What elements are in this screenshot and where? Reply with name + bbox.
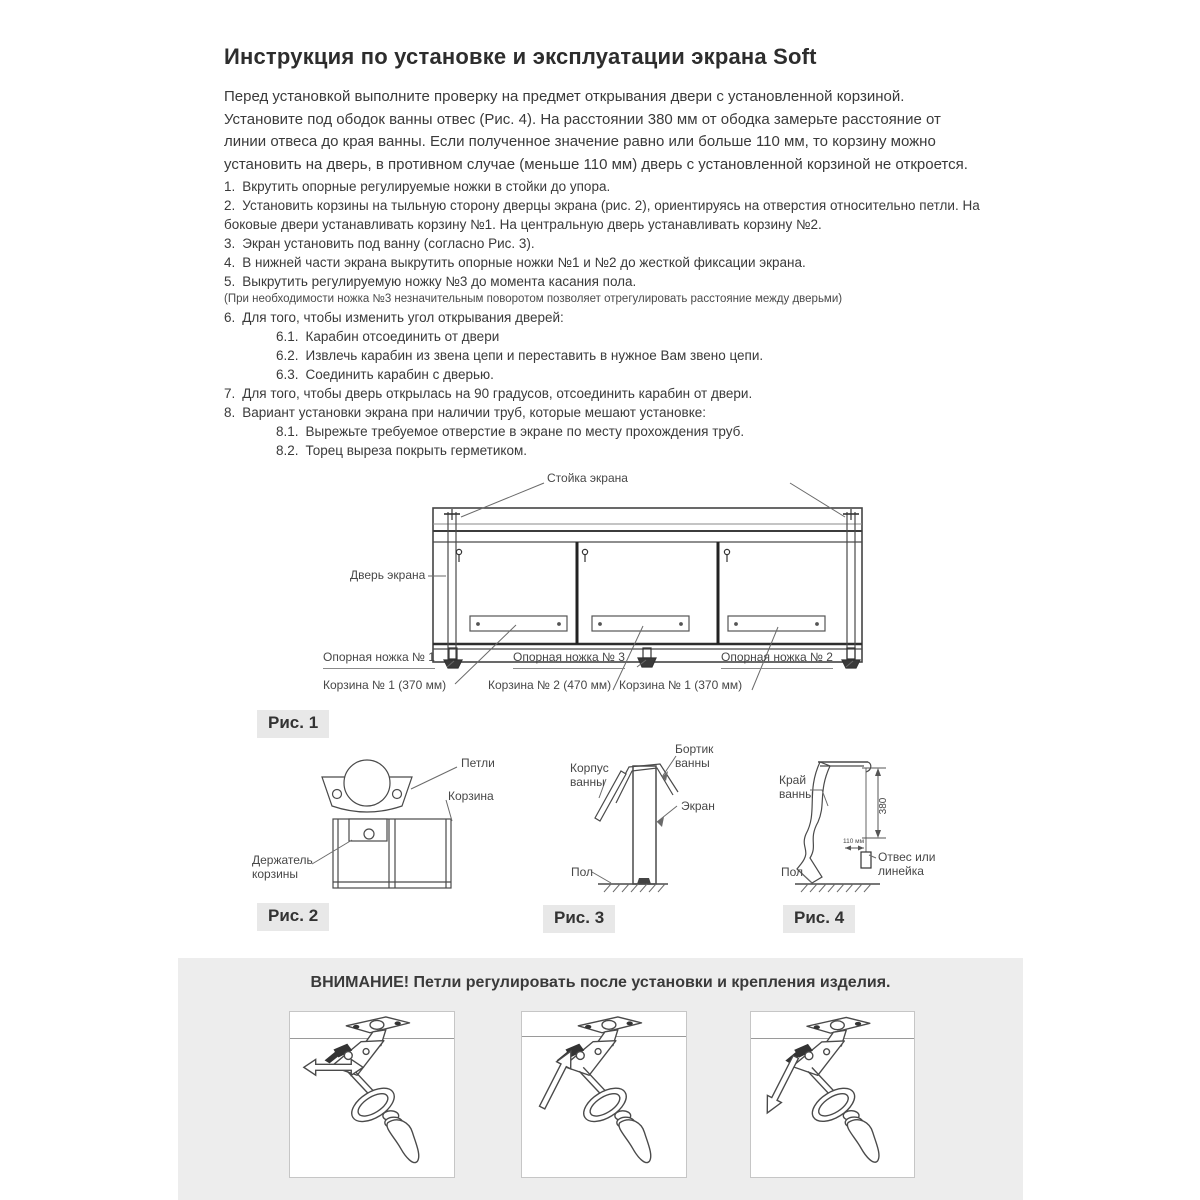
- fig2-caption: Рис. 2: [257, 903, 329, 931]
- arrow-down-left-icon: [760, 1053, 803, 1116]
- fig1-caption: Рис. 1: [257, 710, 329, 738]
- keyhole-icon: [456, 549, 729, 562]
- label-foot-3: Опорная ножка № 3: [513, 651, 625, 669]
- label-basket-2: Корзина № 2 (470 мм): [488, 678, 612, 692]
- arrow-up-right-icon: [535, 1048, 578, 1112]
- label-basket-holder: Держатель корзины: [252, 853, 313, 881]
- step-2: 2. Установить корзины на тыльную сторону дверцы экрана (рис. 2), ориентируясь на отверстия относительно петли. На боковые двери устанавливать корзину №1. На центральную дверь устанавливать корзину №2.: [224, 198, 980, 232]
- step-8-1: 8.1. Вырежьте требуемое отверстие в экране по месту прохождения труб.: [276, 424, 745, 439]
- attention-text: ВНИМАНИЕ! Петли регулировать после установки и крепления изделия.: [310, 974, 891, 991]
- fig3-caption: Рис. 3: [543, 905, 615, 933]
- label-bath-rim: Бортик ванны: [675, 742, 714, 770]
- page-title: Инструкция по установке и эксплуатации экрана Soft: [224, 44, 817, 69]
- label-plumb-ruler: Отвес или линейка: [878, 850, 936, 878]
- step-5: 5. Выкрутить регулируемую ножку №3 до момента касания пола.: [224, 274, 637, 289]
- label-screen-door: Дверь экрана: [350, 568, 426, 582]
- step-6-1: 6.1. Карабин отсоединить от двери: [276, 329, 500, 344]
- label-bath-body: Корпус ванны: [570, 761, 609, 789]
- hinge-diagram-icon: [751, 1012, 914, 1177]
- step-4: 4. В нижней части экрана выкрутить опорные ножки №1 и №2 до жесткой фиксации экрана.: [224, 255, 806, 270]
- hinge-step-1-box: [289, 1011, 455, 1178]
- step-3: 3. Экран установить под ванну (согласно Рис. 3).: [224, 236, 535, 251]
- arrow-left-right-icon: [304, 1059, 363, 1075]
- step-5-note: (При необходимости ножка №3 незначительным поворотом позволяет отрегулировать расстояние между дверьми): [224, 293, 843, 305]
- hinge-step-3-box: [750, 1011, 915, 1178]
- fig4-caption: Рис. 4: [783, 905, 855, 933]
- label-bath-edge: Край ванны: [779, 773, 814, 801]
- step-1: 1. Вкрутить опорные регулируемые ножки в стойки до упора.: [224, 179, 611, 194]
- hinge-step-2-box: [521, 1011, 687, 1178]
- dim-110-label: 110 мм: [843, 838, 865, 845]
- step-8-2: 8.2. Торец выреза покрыть герметиком.: [276, 443, 527, 458]
- step-8: 8. Вариант установки экрана при наличии труб, которые мешают установке:: [224, 405, 707, 420]
- steps-list: [224, 177, 990, 460]
- label-foot-1: Опорная ножка № 1: [323, 651, 435, 669]
- hinge-diagram-icon: [290, 1012, 454, 1177]
- intro-paragraph: Перед установкой выполните проверку на предмет открывания двери с установленной корзиной. Установите под ободок ванны отвес (Рис. 4). На расстоянии 380 мм от ободка замерьте расстояние от линии отвеса до края ванны. Если полученное значение равно или больше 110 мм, то корзину можно установить на дверь, в противном случае (меньше 110 мм) дверь с установленной корзиной не откроется.: [224, 88, 968, 173]
- dim-380-label: 380: [878, 797, 889, 815]
- label-basket-1b: Корзина № 1 (370 мм): [619, 678, 743, 692]
- step-6-3: 6.3. Соединить карабин с дверью.: [276, 367, 494, 382]
- label-screen: Экран: [681, 799, 715, 813]
- label-screen-stand: Стойка экрана: [547, 471, 628, 485]
- figure1-cabinet-diagram: [320, 465, 880, 705]
- step-7: 7. Для того, чтобы дверь открылась на 90 градусов, отсоединить карабин от двери.: [224, 386, 753, 401]
- label-basket-1a: Корзина № 1 (370 мм): [323, 678, 447, 692]
- basket-slots: [470, 616, 825, 631]
- label-foot-2: Опорная ножка № 2: [721, 651, 833, 669]
- label-floor-fig4: Пол: [781, 865, 804, 879]
- step-6-2: 6.2. Извлечь карабин из звена цепи и переставить в нужное Вам звено цепи.: [276, 348, 764, 363]
- step-6: 6. Для того, чтобы изменить угол открывания дверей:: [224, 310, 564, 325]
- label-hinges: Петли: [461, 756, 495, 770]
- label-basket: Корзина: [448, 789, 494, 803]
- hinge-diagram-icon: [522, 1012, 686, 1177]
- label-floor-fig3: Пол: [571, 865, 594, 879]
